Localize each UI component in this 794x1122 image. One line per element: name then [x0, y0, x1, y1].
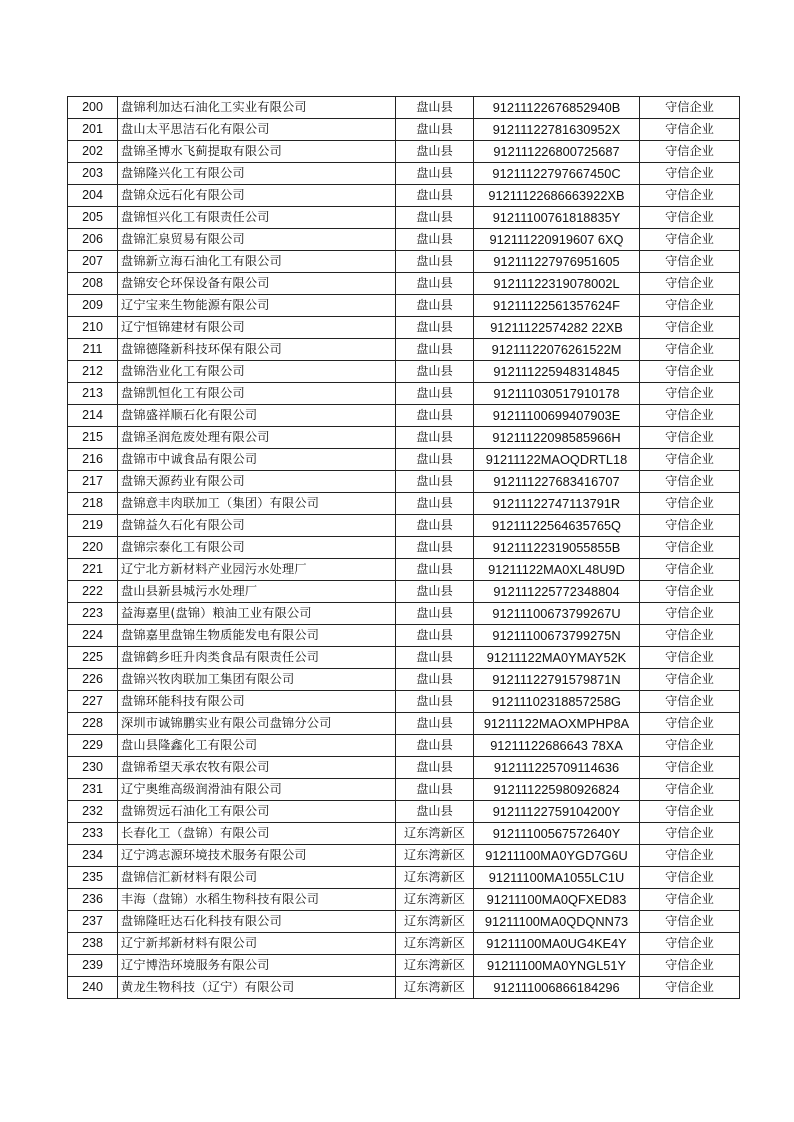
row-number-cell: 214 — [68, 405, 118, 427]
table-row — [68, 273, 740, 295]
table-row — [68, 493, 740, 515]
row-number-cell: 207 — [68, 251, 118, 273]
row-number-cell: 217 — [68, 471, 118, 493]
credit-rating-cell: 守信企业 — [640, 537, 740, 559]
company-name-cell: 盘锦安仑环保设备有限公司 — [118, 273, 396, 295]
row-number-cell: 239 — [68, 955, 118, 977]
row-number-cell: 231 — [68, 779, 118, 801]
county-cell: 盘山县 — [396, 581, 474, 603]
county-cell: 辽东湾新区 — [396, 889, 474, 911]
county-cell: 盘山县 — [396, 383, 474, 405]
credit-rating-cell: 守信企业 — [640, 977, 740, 999]
table-row — [68, 867, 740, 889]
credit-rating-cell: 守信企业 — [640, 515, 740, 537]
county-cell: 盘山县 — [396, 361, 474, 383]
county-cell: 盘山县 — [396, 471, 474, 493]
company-name-cell: 盘锦隆兴化工有限公司 — [118, 163, 396, 185]
table-row — [68, 295, 740, 317]
county-cell: 盘山县 — [396, 163, 474, 185]
row-number-cell: 232 — [68, 801, 118, 823]
county-cell: 盘山县 — [396, 251, 474, 273]
county-cell: 盘山县 — [396, 669, 474, 691]
credit-rating-cell: 守信企业 — [640, 713, 740, 735]
row-number-cell: 226 — [68, 669, 118, 691]
row-number-cell: 219 — [68, 515, 118, 537]
company-name-cell: 盘锦希望天承农牧有限公司 — [118, 757, 396, 779]
county-cell: 辽东湾新区 — [396, 823, 474, 845]
credit-rating-cell: 守信企业 — [640, 295, 740, 317]
credit-rating-cell: 守信企业 — [640, 361, 740, 383]
company-name-cell: 盘锦隆旺达石化科技有限公司 — [118, 911, 396, 933]
county-cell: 盘山县 — [396, 603, 474, 625]
table-row — [68, 581, 740, 603]
county-cell: 盘山县 — [396, 625, 474, 647]
row-number-cell: 233 — [68, 823, 118, 845]
credit-code-cell: 912111225948314845 — [474, 361, 640, 383]
company-name-cell: 盘锦贺远石油化工有限公司 — [118, 801, 396, 823]
table-row — [68, 933, 740, 955]
credit-rating-cell: 守信企业 — [640, 735, 740, 757]
county-cell: 盘山县 — [396, 317, 474, 339]
county-cell: 盘山县 — [396, 537, 474, 559]
credit-code-cell: 91211122MAOQDRTL18 — [474, 449, 640, 471]
company-name-cell: 辽宁宝来生物能源有限公司 — [118, 295, 396, 317]
credit-rating-cell: 守信企业 — [640, 427, 740, 449]
credit-code-cell: 91211122561357624F — [474, 295, 640, 317]
credit-code-cell: 91211100MA1055LC1U — [474, 867, 640, 889]
credit-rating-cell: 守信企业 — [640, 119, 740, 141]
row-number-cell: 221 — [68, 559, 118, 581]
table-row — [68, 449, 740, 471]
company-name-cell: 盘锦圣润危废处理有限公司 — [118, 427, 396, 449]
row-number-cell: 206 — [68, 229, 118, 251]
credit-code-cell: 912111225772348804 — [474, 581, 640, 603]
county-cell: 盘山县 — [396, 801, 474, 823]
credit-code-cell: 912111220919607 6XQ — [474, 229, 640, 251]
county-cell: 盘山县 — [396, 757, 474, 779]
row-number-cell: 216 — [68, 449, 118, 471]
table-row — [68, 911, 740, 933]
table-row — [68, 603, 740, 625]
table-row — [68, 185, 740, 207]
credit-rating-cell: 守信企业 — [640, 757, 740, 779]
row-number-cell: 218 — [68, 493, 118, 515]
row-number-cell: 212 — [68, 361, 118, 383]
credit-code-cell: 91211100761818835Y — [474, 207, 640, 229]
county-cell: 盘山县 — [396, 427, 474, 449]
row-number-cell: 237 — [68, 911, 118, 933]
table-row — [68, 823, 740, 845]
table-row — [68, 405, 740, 427]
credit-code-cell: 91211100MA0YGD7G6U — [474, 845, 640, 867]
row-number-cell: 200 — [68, 97, 118, 119]
credit-code-cell: 91211122319055855B — [474, 537, 640, 559]
row-number-cell: 211 — [68, 339, 118, 361]
table-row — [68, 163, 740, 185]
credit-rating-cell: 守信企业 — [640, 207, 740, 229]
table-row — [68, 317, 740, 339]
county-cell: 盘山县 — [396, 449, 474, 471]
company-name-cell: 丰海（盘锦）水稻生物科技有限公司 — [118, 889, 396, 911]
credit-rating-cell: 守信企业 — [640, 229, 740, 251]
credit-code-cell: 91211122564635765Q — [474, 515, 640, 537]
table-row — [68, 955, 740, 977]
company-name-cell: 盘山县隆鑫化工有限公司 — [118, 735, 396, 757]
credit-code-cell: 91211122686663922XB — [474, 185, 640, 207]
credit-rating-cell: 守信企业 — [640, 603, 740, 625]
credit-code-cell: 91211122747113791R — [474, 493, 640, 515]
row-number-cell: 222 — [68, 581, 118, 603]
table-row — [68, 757, 740, 779]
credit-rating-cell: 守信企业 — [640, 97, 740, 119]
credit-code-cell: 912111227683416707 — [474, 471, 640, 493]
table-row — [68, 427, 740, 449]
credit-rating-cell: 守信企业 — [640, 339, 740, 361]
credit-rating-cell: 守信企业 — [640, 449, 740, 471]
row-number-cell: 230 — [68, 757, 118, 779]
row-number-cell: 228 — [68, 713, 118, 735]
table-row — [68, 713, 740, 735]
credit-rating-cell: 守信企业 — [640, 559, 740, 581]
enterprise-table-body — [68, 97, 740, 999]
company-name-cell: 盘锦益久石化有限公司 — [118, 515, 396, 537]
row-number-cell: 224 — [68, 625, 118, 647]
table-row — [68, 691, 740, 713]
company-name-cell: 盘锦鹤乡旺升肉类食品有限责任公司 — [118, 647, 396, 669]
company-name-cell: 深圳市诚锦鹏实业有限公司盘锦分公司 — [118, 713, 396, 735]
company-name-cell: 辽宁北方新材料产业园污水处理厂 — [118, 559, 396, 581]
table-row — [68, 801, 740, 823]
table-row — [68, 361, 740, 383]
credit-code-cell: 912111227976951605 — [474, 251, 640, 273]
table-row — [68, 779, 740, 801]
county-cell: 盘山县 — [396, 779, 474, 801]
county-cell: 盘山县 — [396, 119, 474, 141]
credit-code-cell: 91211100MA0UG4KE4Y — [474, 933, 640, 955]
county-cell: 盘山县 — [396, 295, 474, 317]
credit-code-cell: 91211122MA0YMAY52K — [474, 647, 640, 669]
county-cell: 辽东湾新区 — [396, 933, 474, 955]
credit-rating-cell: 守信企业 — [640, 141, 740, 163]
row-number-cell: 240 — [68, 977, 118, 999]
row-number-cell: 215 — [68, 427, 118, 449]
credit-rating-cell: 守信企业 — [640, 801, 740, 823]
county-cell: 辽东湾新区 — [396, 867, 474, 889]
table-row — [68, 119, 740, 141]
credit-rating-cell: 守信企业 — [640, 845, 740, 867]
county-cell: 盘山县 — [396, 185, 474, 207]
company-name-cell: 辽宁博浩环境服务有限公司 — [118, 955, 396, 977]
row-number-cell: 238 — [68, 933, 118, 955]
credit-rating-cell: 守信企业 — [640, 581, 740, 603]
table-row — [68, 339, 740, 361]
company-name-cell: 盘锦意丰肉联加工（集团）有限公司 — [118, 493, 396, 515]
enterprise-table — [67, 96, 740, 999]
table-row — [68, 229, 740, 251]
county-cell: 盘山县 — [396, 647, 474, 669]
row-number-cell: 229 — [68, 735, 118, 757]
table-row — [68, 383, 740, 405]
table-row — [68, 537, 740, 559]
company-name-cell: 盘锦嘉里盘锦生物质能发电有限公司 — [118, 625, 396, 647]
row-number-cell: 225 — [68, 647, 118, 669]
table-row — [68, 669, 740, 691]
credit-code-cell: 91211122676852940B — [474, 97, 640, 119]
company-name-cell: 盘锦德隆新科技环保有限公司 — [118, 339, 396, 361]
credit-rating-cell: 守信企业 — [640, 691, 740, 713]
credit-code-cell: 91211122MAOXMPHP8A — [474, 713, 640, 735]
county-cell: 盘山县 — [396, 229, 474, 251]
table-row — [68, 647, 740, 669]
credit-rating-cell: 守信企业 — [640, 185, 740, 207]
credit-code-cell: 91211122759104200Y — [474, 801, 640, 823]
company-name-cell: 盘锦圣博水飞蓟提取有限公司 — [118, 141, 396, 163]
table-row — [68, 251, 740, 273]
company-name-cell: 盘锦新立海石油化工有限公司 — [118, 251, 396, 273]
credit-rating-cell: 守信企业 — [640, 405, 740, 427]
credit-rating-cell: 守信企业 — [640, 779, 740, 801]
credit-code-cell: 91211122098585966H — [474, 427, 640, 449]
credit-rating-cell: 守信企业 — [640, 647, 740, 669]
credit-code-cell: 912111225980926824 — [474, 779, 640, 801]
credit-rating-cell: 守信企业 — [640, 493, 740, 515]
credit-code-cell: 912111226800725687 — [474, 141, 640, 163]
row-number-cell: 236 — [68, 889, 118, 911]
table-row — [68, 845, 740, 867]
credit-code-cell: 912111006866184296 — [474, 977, 640, 999]
credit-code-cell: 91211100673799275N — [474, 625, 640, 647]
credit-code-cell: 91211100MA0QDQNN73 — [474, 911, 640, 933]
table-row — [68, 889, 740, 911]
credit-code-cell: 91211122076261522M — [474, 339, 640, 361]
company-name-cell: 盘锦浩业化工有限公司 — [118, 361, 396, 383]
credit-rating-cell: 守信企业 — [640, 317, 740, 339]
table-row — [68, 559, 740, 581]
county-cell: 盘山县 — [396, 405, 474, 427]
county-cell: 盘山县 — [396, 735, 474, 757]
company-name-cell: 盘锦环能科技有限公司 — [118, 691, 396, 713]
credit-code-cell: 91211102318857258G — [474, 691, 640, 713]
company-name-cell: 长春化工（盘锦）有限公司 — [118, 823, 396, 845]
credit-rating-cell: 守信企业 — [640, 471, 740, 493]
company-name-cell: 辽宁鸿志源环境技术服务有限公司 — [118, 845, 396, 867]
company-name-cell: 盘锦信汇新材料有限公司 — [118, 867, 396, 889]
credit-code-cell: 91211122781630952X — [474, 119, 640, 141]
table-row — [68, 977, 740, 999]
county-cell: 盘山县 — [396, 273, 474, 295]
row-number-cell: 201 — [68, 119, 118, 141]
row-number-cell: 210 — [68, 317, 118, 339]
row-number-cell: 202 — [68, 141, 118, 163]
county-cell: 盘山县 — [396, 141, 474, 163]
row-number-cell: 208 — [68, 273, 118, 295]
credit-code-cell: 912111225709114636 — [474, 757, 640, 779]
credit-code-cell: 91211122791579871N — [474, 669, 640, 691]
credit-code-cell: 91211122MA0XL48U9D — [474, 559, 640, 581]
credit-code-cell: 91211122686643 78XA — [474, 735, 640, 757]
company-name-cell: 盘锦众远石化有限公司 — [118, 185, 396, 207]
table-row — [68, 207, 740, 229]
company-name-cell: 盘锦恒兴化工有限责任公司 — [118, 207, 396, 229]
company-name-cell: 盘锦天源药业有限公司 — [118, 471, 396, 493]
credit-rating-cell: 守信企业 — [640, 251, 740, 273]
table-row — [68, 471, 740, 493]
credit-rating-cell: 守信企业 — [640, 889, 740, 911]
credit-rating-cell: 守信企业 — [640, 823, 740, 845]
credit-rating-cell: 守信企业 — [640, 669, 740, 691]
credit-rating-cell: 守信企业 — [640, 867, 740, 889]
company-name-cell: 盘锦兴牧肉联加工集团有限公司 — [118, 669, 396, 691]
county-cell: 盘山县 — [396, 207, 474, 229]
county-cell: 盘山县 — [396, 713, 474, 735]
table-row — [68, 141, 740, 163]
company-name-cell: 辽宁新邦新材料有限公司 — [118, 933, 396, 955]
row-number-cell: 203 — [68, 163, 118, 185]
county-cell: 盘山县 — [396, 691, 474, 713]
company-name-cell: 益海嘉里(盘锦）粮油工业有限公司 — [118, 603, 396, 625]
company-name-cell: 盘锦汇泉贸易有限公司 — [118, 229, 396, 251]
county-cell: 辽东湾新区 — [396, 955, 474, 977]
company-name-cell: 辽宁恒锦建材有限公司 — [118, 317, 396, 339]
credit-rating-cell: 守信企业 — [640, 911, 740, 933]
table-row — [68, 625, 740, 647]
company-name-cell: 盘锦市中诚食品有限公司 — [118, 449, 396, 471]
county-cell: 盘山县 — [396, 559, 474, 581]
county-cell: 辽东湾新区 — [396, 911, 474, 933]
county-cell: 盘山县 — [396, 515, 474, 537]
county-cell: 盘山县 — [396, 493, 474, 515]
row-number-cell: 234 — [68, 845, 118, 867]
credit-code-cell: 91211122319078002L — [474, 273, 640, 295]
company-name-cell: 盘锦凯恒化工有限公司 — [118, 383, 396, 405]
credit-code-cell: 91211100673799267U — [474, 603, 640, 625]
company-name-cell: 黄龙生物科技（辽宁）有限公司 — [118, 977, 396, 999]
table-row — [68, 735, 740, 757]
credit-rating-cell: 守信企业 — [640, 163, 740, 185]
credit-rating-cell: 守信企业 — [640, 383, 740, 405]
row-number-cell: 235 — [68, 867, 118, 889]
row-number-cell: 220 — [68, 537, 118, 559]
credit-code-cell: 91211122797667450C — [474, 163, 640, 185]
credit-code-cell: 91211100MA0YNGL51Y — [474, 955, 640, 977]
row-number-cell: 227 — [68, 691, 118, 713]
credit-rating-cell: 守信企业 — [640, 625, 740, 647]
credit-code-cell: 912111030517910178 — [474, 383, 640, 405]
credit-rating-cell: 守信企业 — [640, 273, 740, 295]
credit-code-cell: 91211122574282 22XB — [474, 317, 640, 339]
county-cell: 辽东湾新区 — [396, 977, 474, 999]
credit-code-cell: 91211100699407903E — [474, 405, 640, 427]
company-name-cell: 盘锦盛祥顺石化有限公司 — [118, 405, 396, 427]
credit-code-cell: 91211100567572640Y — [474, 823, 640, 845]
row-number-cell: 213 — [68, 383, 118, 405]
county-cell: 盘山县 — [396, 97, 474, 119]
company-name-cell: 盘山太平思洁石化有限公司 — [118, 119, 396, 141]
row-number-cell: 223 — [68, 603, 118, 625]
row-number-cell: 204 — [68, 185, 118, 207]
company-name-cell: 辽宁奥维高级润滑油有限公司 — [118, 779, 396, 801]
company-name-cell: 盘锦利加达石油化工实业有限公司 — [118, 97, 396, 119]
credit-rating-cell: 守信企业 — [640, 955, 740, 977]
table-row — [68, 515, 740, 537]
county-cell: 辽东湾新区 — [396, 845, 474, 867]
company-name-cell: 盘锦宗泰化工有限公司 — [118, 537, 396, 559]
county-cell: 盘山县 — [396, 339, 474, 361]
row-number-cell: 205 — [68, 207, 118, 229]
row-number-cell: 209 — [68, 295, 118, 317]
credit-rating-cell: 守信企业 — [640, 933, 740, 955]
table-row — [68, 97, 740, 119]
company-name-cell: 盘山县新县城污水处理厂 — [118, 581, 396, 603]
credit-code-cell: 91211100MA0QFXED83 — [474, 889, 640, 911]
